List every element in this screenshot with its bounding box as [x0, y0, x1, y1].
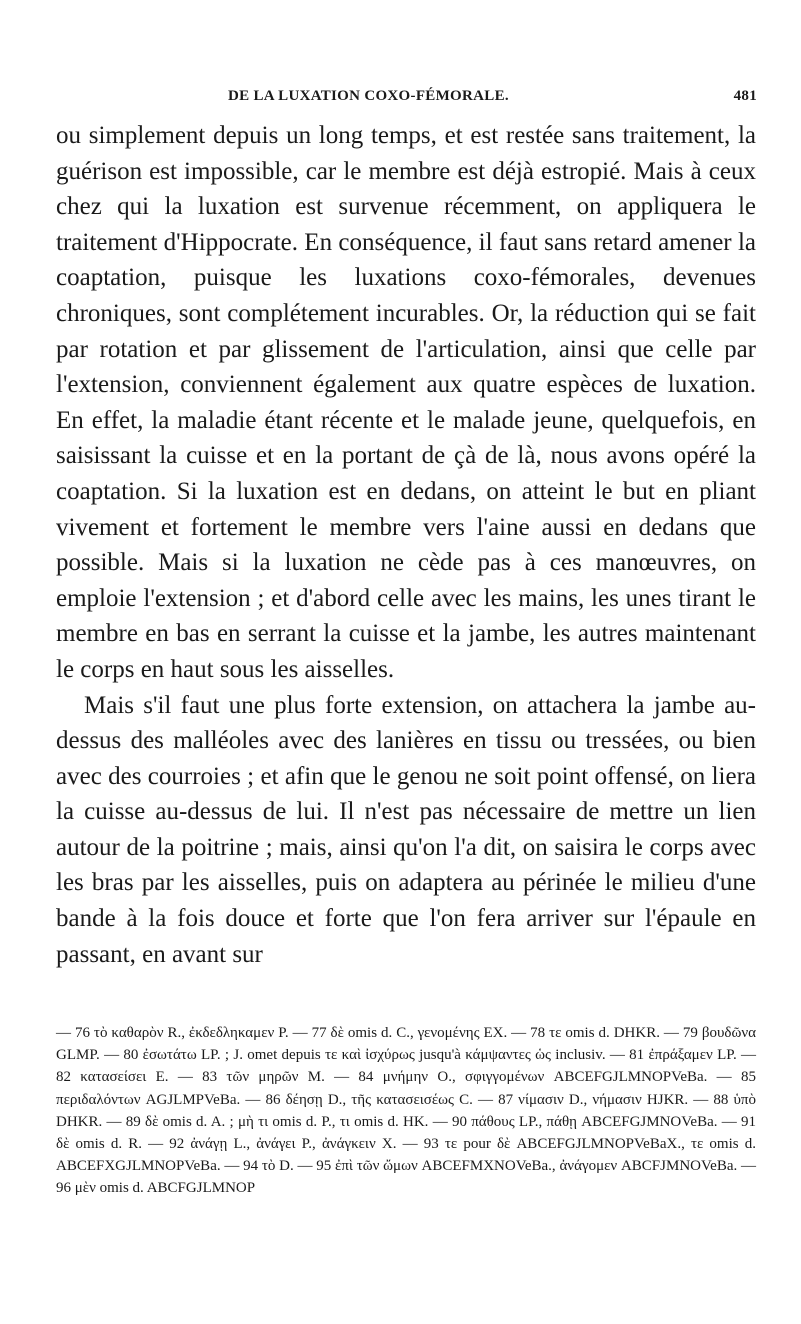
paragraph-2: Mais s'il faut une plus forte extension, on attachera la jambe au-dessus des malléoles avec des lanières en tissu ou tressées, ou bien avec des courroies ; et afin que le genou ne soit point offensé, on liera la cuisse au-dessus de lui. Il n'est pas nécessaire de mettre un lien autour de la poitrine ; mais, ainsi qu'on l'a dit, on saisira le corps avec les bras par les aisselles, puis on adaptera au périnée le milieu d'une bande à la fois douce et forte que l'on fera arriver sur l'épaule en passant, en avant sur [56, 691, 756, 968]
paragraph-1: ou simplement depuis un long temps, et est restée sans traitement, la guérison est impossible, car le membre est déjà estropié. Mais à ceux chez qui la luxation est survenue récemment, on appliquera le traitement d'Hippocrate. En conséquence, il faut sans retard amener la coaptation, puisque les luxations coxo-fémorales, devenues chroniques, sont complétement incurables. Or, la réduction qui se fait par rotation et par glissement de l'articulation, ainsi que celle par l'extension, conviennent également aux quatre espèces de luxation. En effet, la maladie étant récente et le malade jeune, quelquefois, en saisissant la cuisse et en la portant de çà de là, nous avons opéré la coaptation. Si la luxation est en dedans, on atteint le but en pliant vivement et fortement le membre vers l'aine aussi en dedans que possible. Mais si la luxation ne cède pas à ces manœuvres, on emploie l'extension ; et d'abord celle avec les mains, les unes tirant le membre en bas en serrant la cuisse et la jambe, les autres maintenant le corps en haut sous les aisselles. [56, 122, 756, 683]
running-head-title: DE LA LUXATION COXO-FÉMORALE. [228, 88, 509, 104]
page-number: 481 [733, 88, 757, 104]
main-text [56, 118, 756, 972]
footnotes [56, 1022, 756, 1200]
footnote-text: — 76 τὸ καθαρὸν R., ἐκδεδληκαμεν P. — 77 δὲ omis d. C., γενομένης EX. — 78 τε omis d. DHKR. — 79 βουδῶνα GLMP. — 80 ἐσωτάτω LP. ; J. omet depuis τε καὶ ἰσχύρως jusqu'à κάμψαντες ὡς inclusiv. — 81 ἐπράξαμεν LP. — 82 κατασείσει E. — 83 τῶν μηρῶν M. — 84 μνήμην O., σφιγγομένων ABCEFGJLMNOPVeBa. — 85 περιδαλόντων AGJLMPVeBa. — 86 δέησῃ D., τῆς κατασεισέως C. — 87 νίμασιν D., νήμασιν HJKR. — 88 ὑπὸ DHKR. — 89 δὲ omis d. A. ; μὴ τι omis d. P., τι omis d. HK. — 90 πάθους LP., πάθῃ ABCEFGJMNOVeBa. — 91 δὲ omis d. R. — 92 ἀνάγῃ L., ἀνάγει P., ἀνάγκειν X. — 93 τε pour δὲ ABCEFGJLMNOPVeBaX., τε omis d. ABCEFXGJLMNOPVeBa. — 94 τὸ D. — 95 ἐπὶ τῶν ὤμων ABCEFMXNOVeBa., ἀνάγομεν ABCFJMNOVeBa. — 96 μὲν omis d. ABCFGJLMNOP [56, 1025, 756, 1197]
running-head [58, 88, 757, 110]
